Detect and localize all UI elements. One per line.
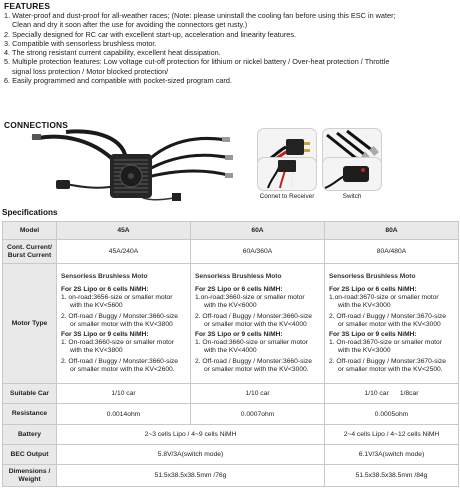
table-row <box>3 404 459 425</box>
motor-item: 2. Off-road / Buggy / Monster:3670-size <box>329 312 446 320</box>
row-label-resistance: Resistance <box>3 404 57 425</box>
row-label-dimensions: Dimensions / Weight <box>3 465 57 487</box>
table-row <box>3 445 459 465</box>
col-header-80a: 80A <box>325 222 459 240</box>
cell-bec-45-60a: 5.8V/3A(switch mode) <box>57 445 325 465</box>
motor-item: 1. On-road:3670-size or smaller motor <box>329 339 442 347</box>
group-3s: For 3S Lipo or 9 cells NiMH: <box>329 331 417 339</box>
switch-icon <box>323 158 382 191</box>
caption-switch: Switch <box>342 193 362 200</box>
feature-item: 2. Specially designed for RC car with excellent start-up, acceleration and linearity features. <box>4 29 297 39</box>
cell-resistance-80a: 0.0005ohm <box>325 404 459 425</box>
caption-receiver: Connet to Receiver <box>259 193 315 200</box>
motor-item: 1.on-road:3670-size or smaller motor <box>329 293 439 301</box>
connections-heading: CONNECTIONS <box>4 120 69 130</box>
table-row <box>3 425 459 445</box>
cell-current-45a: 45A/240A <box>57 240 191 264</box>
motor-item: or smaller motor with the KV<4000 <box>204 320 307 328</box>
row-label-current: Cont. Current/ Burst Current <box>3 240 57 264</box>
motor-item: 2. Off-road / Buggy / Monster:3660-size <box>195 358 312 366</box>
cell-battery-45-60a: 2~3 cells Lipo / 4~9 cells NiMH <box>57 425 325 445</box>
motor-title: Sensorless Brushless Moto <box>61 273 148 281</box>
connections-section <box>0 128 460 208</box>
cell-motor-type-45a <box>57 264 191 384</box>
feature-item: signal loss protection / Motor blocked protection/ <box>12 66 169 76</box>
receiver-connector-tile <box>257 157 317 191</box>
specifications-heading: Specifications <box>2 208 58 217</box>
feature-item: 4. The strong resistant current capability, excellent heat dissipation. <box>4 48 221 58</box>
motor-item: or smaller motor with the KV<3000 <box>338 320 441 328</box>
motor-item: 1. on-road:3656-size or smaller motor <box>61 293 173 301</box>
motor-item: with the KV<4000 <box>204 347 257 355</box>
cell-battery-80a: 2~4 cells Lipo / 4~12 cells NiMH <box>325 425 459 445</box>
features-list <box>4 11 458 85</box>
motor-item: 2. Off-road / Buggy / Monster:3660-size <box>61 358 178 366</box>
motor-item: 1. On-road:3660-size or smaller motor <box>61 339 174 347</box>
switch-tile <box>322 157 382 191</box>
motor-item: or smaller motor with the KV<2600. <box>70 366 175 374</box>
cell-dims-80a: 51.5x38.5x38.5mm /84g <box>325 465 459 487</box>
group-2s: For 2S Lipo or 6 cells NiMH: <box>195 285 283 293</box>
cell-resistance-60a: 0.0007ohm <box>191 404 325 425</box>
cell-motor-type-80a <box>325 264 459 384</box>
features-heading: FEATURES <box>4 1 51 11</box>
group-3s: For 3S Lipo or 9 cells NiMH: <box>195 331 283 339</box>
cell-current-60a: 60A/360A <box>191 240 325 264</box>
feature-item: 5. Multiple protection features: Low voltage cut-off protection for lithium or nickel battery / Over-heat protection / Throttle <box>4 57 390 67</box>
motor-item: with the KV<3000 <box>338 301 391 309</box>
motor-item: 1.on-road:3660-size or smaller motor <box>195 293 305 301</box>
receiver-connector-icon <box>258 158 317 191</box>
motor-item: or smaller motor with the KV<2500. <box>338 366 443 374</box>
spec-table <box>2 221 459 487</box>
motor-item: 2. Off-road / Buggy / Monster:3660-size <box>61 312 178 320</box>
motor-item: 2. Off-road / Buggy / Monster:3660-size <box>195 312 312 320</box>
table-row <box>3 222 459 240</box>
table-row <box>3 264 459 384</box>
row-label-car: Suitable Car <box>3 384 57 404</box>
col-header-model: Model <box>3 222 57 240</box>
table-row <box>3 240 459 264</box>
group-2s: For 2S Lipo or 6 cells NiMH: <box>61 285 149 293</box>
feature-item: 3. Compatible with sensorless brushless motor. <box>4 38 157 48</box>
motor-item: or smaller motor with the KV<3800 <box>70 320 173 328</box>
group-2s: For 2S Lipo or 6 cells NiMH: <box>329 285 417 293</box>
cell-car-60a: 1/10 car <box>191 384 325 404</box>
cell-motor-type-60a <box>191 264 325 384</box>
esc-product-image <box>26 128 236 208</box>
cell-car-80a: 1/10 car 1/8car <box>325 384 459 404</box>
cell-dims-45-60a: 51.5x38.5x38.5mm /76g <box>57 465 325 487</box>
row-label-bec: BEC Output <box>3 445 57 465</box>
cell-resistance-45a: 0.0014ohm <box>57 404 191 425</box>
motor-item: with the KV<3800 <box>70 347 123 355</box>
motor-item: with the KV<5600 <box>70 301 123 309</box>
row-label-battery: Battery <box>3 425 57 445</box>
table-row <box>3 384 459 404</box>
table-row <box>3 465 459 487</box>
group-3s: For 3S Lipo or 9 cells NiMH: <box>61 331 149 339</box>
row-label-motor-type: Motor Type <box>3 264 57 384</box>
motor-item: with the KV<6000 <box>204 301 257 309</box>
cell-car-45a: 1/10 car <box>57 384 191 404</box>
feature-item: 1. Water-proof and dust-proof for all-weather races; (Note: please uninstall the cooling fan before using this ESC in water; <box>4 11 396 20</box>
col-header-60a: 60A <box>191 222 325 240</box>
motor-title: Sensorless Brushless Moto <box>195 273 282 281</box>
motor-title: Sensorless Brushless Moto <box>329 273 416 281</box>
cell-current-80a: 80A/480A <box>325 240 459 264</box>
motor-item: or smaller motor with the KV<3000. <box>204 366 309 374</box>
cell-bec-80a: 6.1V/3A(switch mode) <box>325 445 459 465</box>
motor-item: with the KV<3000 <box>338 347 391 355</box>
col-header-45a: 45A <box>57 222 191 240</box>
feature-item: Clean and dry it soon after the use for avoiding the connectors get rusty.) <box>12 20 248 30</box>
motor-item: 1. On-road:3660-size or smaller motor <box>195 339 308 347</box>
motor-item: 2. Off-road / Buggy / Monster:3670-size <box>329 358 446 366</box>
feature-item: 6. Easily programmed and compatible with pocket-sized program card. <box>4 76 232 86</box>
